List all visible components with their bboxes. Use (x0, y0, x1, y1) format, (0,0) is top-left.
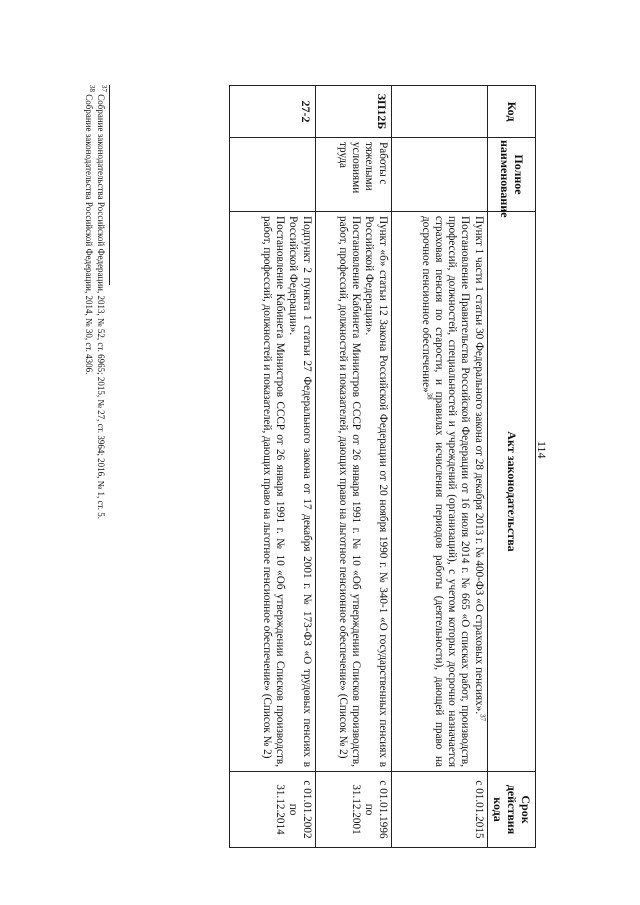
row-act (315, 212, 391, 772)
term-from: с 01.01.2015 (472, 780, 485, 839)
footnote-text: Собрание законодательства Российской Федерации, 2014, № 30, ст. 4306. (84, 94, 95, 375)
row-code: 27-2 (229, 86, 315, 138)
term-from: с 01.01.1996 (376, 780, 389, 839)
row-code (391, 86, 487, 138)
term-from: с 01.01.2002 (300, 780, 313, 839)
term-to: 31.12.2001 (350, 784, 363, 835)
act-paragraph (336, 216, 362, 767)
term-by: по (363, 803, 376, 816)
header-term: Срок действия кода (487, 772, 535, 848)
footnote (83, 85, 95, 605)
act-text: Пункт 1 части 1 статьи 30 Федерального закона от 28 декабря 2013 г. № 400-ФЗ «О страховых пенсиях». (472, 216, 485, 715)
act-text: Пункт «б» статьи 12 Закона Российской Федерации от 20 ноября 1990 г. № 340-1 «О государственных пенсиях в Российской Федерации». (363, 216, 389, 767)
row-term (229, 772, 315, 848)
row-act (229, 212, 315, 772)
table-row (315, 86, 391, 848)
footnote-ref: 37 (478, 714, 487, 722)
row-act (391, 212, 487, 772)
header-code: Код (487, 86, 535, 138)
footnote-number: 37 (100, 85, 108, 92)
act-paragraph (362, 216, 388, 767)
term-to: 31.12.2014 (274, 784, 287, 835)
header-act: Акт законодательства (487, 212, 535, 772)
legislation-table (229, 85, 536, 848)
footnote-number: 38 (88, 85, 97, 92)
footnote-divider (109, 85, 110, 285)
page-number: 114 (535, 441, 549, 459)
table-row (391, 86, 487, 848)
row-term (391, 772, 487, 848)
act-paragraph (419, 216, 472, 767)
table-row (229, 86, 315, 848)
term-by: по (287, 803, 300, 816)
row-name (391, 138, 487, 212)
row-name: Работы с тяжелыми условиями труда (315, 138, 391, 212)
footnote (94, 85, 106, 605)
header-name: Полное наименование (487, 138, 535, 212)
footnotes (83, 85, 110, 605)
table-header-row (487, 86, 535, 848)
act-text: Постановление Кабинета Министров СССР от 26 января 1991 г. № 10 «Об утверждении Списков производств, работ, профессий, должностей и показателей, дающих право на льготное пенсионное обеспечение» (Список № 2) (336, 216, 363, 767)
act-paragraph (286, 216, 312, 767)
footnote-text: Собрание законодательства Российской Федерации, 2013, № 52, ст. 6965; 2015, № 27, ст. 3964; 2016, № 1, ст. 5. (96, 94, 106, 520)
act-paragraph (471, 216, 487, 767)
act-paragraph (260, 216, 286, 767)
footnote-ref: 38 (425, 392, 434, 400)
row-code: ЗП12Б (315, 86, 391, 138)
act-text: Постановление Правительства Российской Федерации от 16 июля 2014 г. № 665 «О списках работ, производств, профессий, должностей, специальностей и учреждений (организаций), с учетом которых досрочно назначается страховая пенсия по старости, и правилах исчисления периодов работы (деятельности), дающей право на досрочное пенсионное обеспечение» (419, 216, 472, 767)
row-term (315, 772, 391, 848)
row-name (229, 138, 315, 212)
act-text: Подпункт 2 пункта 1 статьи 27 Федерального закона от 17 декабря 2001 г. № 173-ФЗ «О трудовых пенсиях в Российской Федерации». (287, 216, 313, 767)
act-text: Постановление Кабинета Министров СССР от 26 января 1991 г. № 10 «Об утверждении Списков производств, работ, профессий, должностей и показателей, дающих право на льготное пенсионное обеспечение» (Список № 2) (260, 216, 287, 767)
